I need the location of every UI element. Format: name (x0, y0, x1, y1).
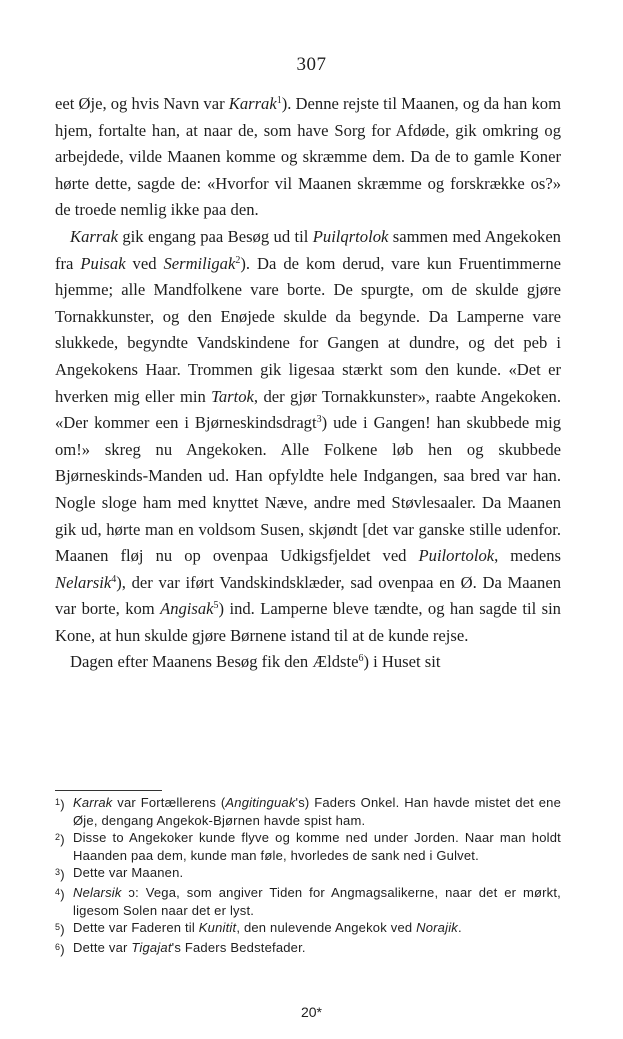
footnote (55, 919, 561, 939)
footnote-number: 4 (55, 886, 61, 897)
footnote-reference: 4 (111, 573, 117, 585)
text-run: eet Øje, og hvis Navn var (55, 94, 229, 113)
footnote-marker: $^6$) (55, 941, 65, 957)
text-run: Dette var Maanen. (73, 865, 184, 881)
footnote-reference: 5 (213, 600, 219, 612)
footnote-marker: $^1$) (55, 797, 65, 812)
footnote-rule (55, 790, 162, 791)
footnote-marker: $^5$) (55, 922, 65, 938)
page-number: 307 (296, 54, 327, 75)
footnote-text (73, 939, 561, 959)
italic-name: Puilortolok (418, 546, 495, 566)
paragraph (55, 91, 561, 224)
text-run: , der gjør Tornakkunster», raabte Angekoken. «Der kommer een i Bjørneskindsdragt (55, 386, 561, 433)
paragraph (55, 649, 561, 676)
body-text (55, 91, 561, 676)
italic-name: Tartok (211, 386, 254, 406)
footnote-number: 5 (55, 922, 61, 933)
footnote-text (73, 884, 561, 919)
text-run: 's Faders Bedstefader. (171, 939, 306, 955)
footnote-number: 3 (55, 867, 61, 878)
italic-name: Karrak (70, 226, 118, 246)
italic-name: Nelarsik (73, 884, 122, 900)
italic-name: Angisak (160, 599, 214, 619)
text-run: var Fortællerens ( (112, 795, 226, 810)
text-run: Dette var (73, 939, 132, 955)
footnote-text (73, 919, 561, 939)
footnotes (55, 794, 561, 958)
text-run: ). Da de kom derud, vare kun Fruentimmerne hjemme; alle Mandfolkene vare borte. De spurgte, om de skulde gjøre Tornakkunster, og den Enøjede skulde da begynde. Da Lamperne vare slukkede, begyndte Vandskindene for Gangen at dundre, og det peb i Angekokens Haar. Trommen gik ligesaa stærkt som den kunde. «Det er hverken mig eller min (55, 253, 561, 406)
footnote-number: 1 (55, 797, 61, 807)
text-run: ved (125, 253, 164, 273)
footnote-number: 2 (55, 832, 61, 843)
italic-name: Tigajat (131, 939, 172, 955)
footnote-text (73, 864, 561, 884)
text-run: , den nulevende Angekok ved (236, 920, 417, 936)
footnote (55, 864, 561, 884)
footnote-text (73, 794, 561, 829)
footnote (55, 794, 561, 829)
text-run: ) ind. Lamperne bleve tændte, og han sagde til sin Kone, at hun skulde gjøre Børnene istand til at de kunde rejse. (55, 599, 561, 645)
text-run: ). Denne rejste til Maanen, og da han kom hjem, fortalte han, at naar de, som have Sorg for Afdøde, gik omkring og arbejdede, vilde Maanen komme og skræmme dem. Da de to gamle Koner hørte dette, sagde de: «Hvorfor vil Maanen skræmme og forskrække os?» de troede nemlig ikke paa den. (55, 94, 561, 220)
italic-name: Nelarsik (55, 572, 112, 592)
footnote-reference: 2 (235, 254, 241, 266)
italic-name: Karrak (228, 94, 277, 113)
italic-name: Puisak (80, 253, 126, 273)
italic-name: Kunitit (198, 920, 237, 936)
italic-name: Norajik (416, 920, 458, 936)
text-run: . (457, 920, 462, 936)
italic-name: Angitinguak (225, 795, 296, 810)
footnote (55, 884, 561, 919)
text-run: 's) Faders Onkel. Han havde mistet det ene Øje, dengang Angekok-Bjørnen havde spist ham. (73, 795, 561, 828)
text-run: Disse to Angekoker kunde flyve og komme ned under Jorden. Naar man holdt Haanden paa dem, kunde man føle, hvorledes de sank ned i Gulvet. (73, 830, 561, 863)
text-run: Dagen efter Maanens Besøg fik den Ældste (70, 652, 359, 672)
paragraph (55, 224, 561, 650)
text-run: ) i Huset sit (363, 652, 441, 672)
footnote-text (73, 829, 561, 864)
text-run: Dette var Faderen til (73, 920, 199, 936)
footnote-reference: 1 (276, 95, 282, 106)
italic-name: Puilqrtolok (312, 226, 389, 246)
footnote-marker: $^4$) (55, 886, 65, 902)
footnote-marker: $^2$) (55, 832, 65, 848)
text-run: , medens (494, 546, 561, 566)
footnote (55, 829, 561, 864)
footnote-marker: $^3$) (55, 867, 65, 883)
text-run: ɔ: Vega, som angiver Tiden for Angmagsalikerne, naar det er mørkt, ligesom Solen naar det er lyst. (73, 884, 561, 918)
signature-mark: 20* (300, 1004, 323, 1020)
text-run: ) ude i Gangen! han skubbede mig om!» skreg nu Angekoken. Alle Folkene løb hen og skubbede Bjørneskinds-Manden ud. Han opfyldte hele Indgangen, saa bred var han. Nogle sloge ham med knyttet Næve, andre med Støvlesaaler. Da Maanen gik ud, hørte man en voldsom Susen, skjøndt [det var ganske stille udenfor. Maanen fløj nu op ovenpaa Udkigsfjeldet ved (55, 413, 561, 566)
text-run: ), der var iført Vandskindsklæder, sad ovenpaa en Ø. Da Maanen var borte, kom (55, 572, 561, 619)
footnote-reference: 6 (358, 653, 364, 665)
footnote-reference: 3 (316, 414, 322, 426)
italic-name: Sermiligak (163, 253, 236, 273)
text-run: sammen med Angekoken fra (55, 226, 561, 273)
text-run: gik engang paa Besøg ud til (117, 226, 313, 246)
footnote (55, 939, 561, 959)
footnote-number: 6 (55, 941, 61, 952)
italic-name: Karrak (73, 795, 113, 810)
